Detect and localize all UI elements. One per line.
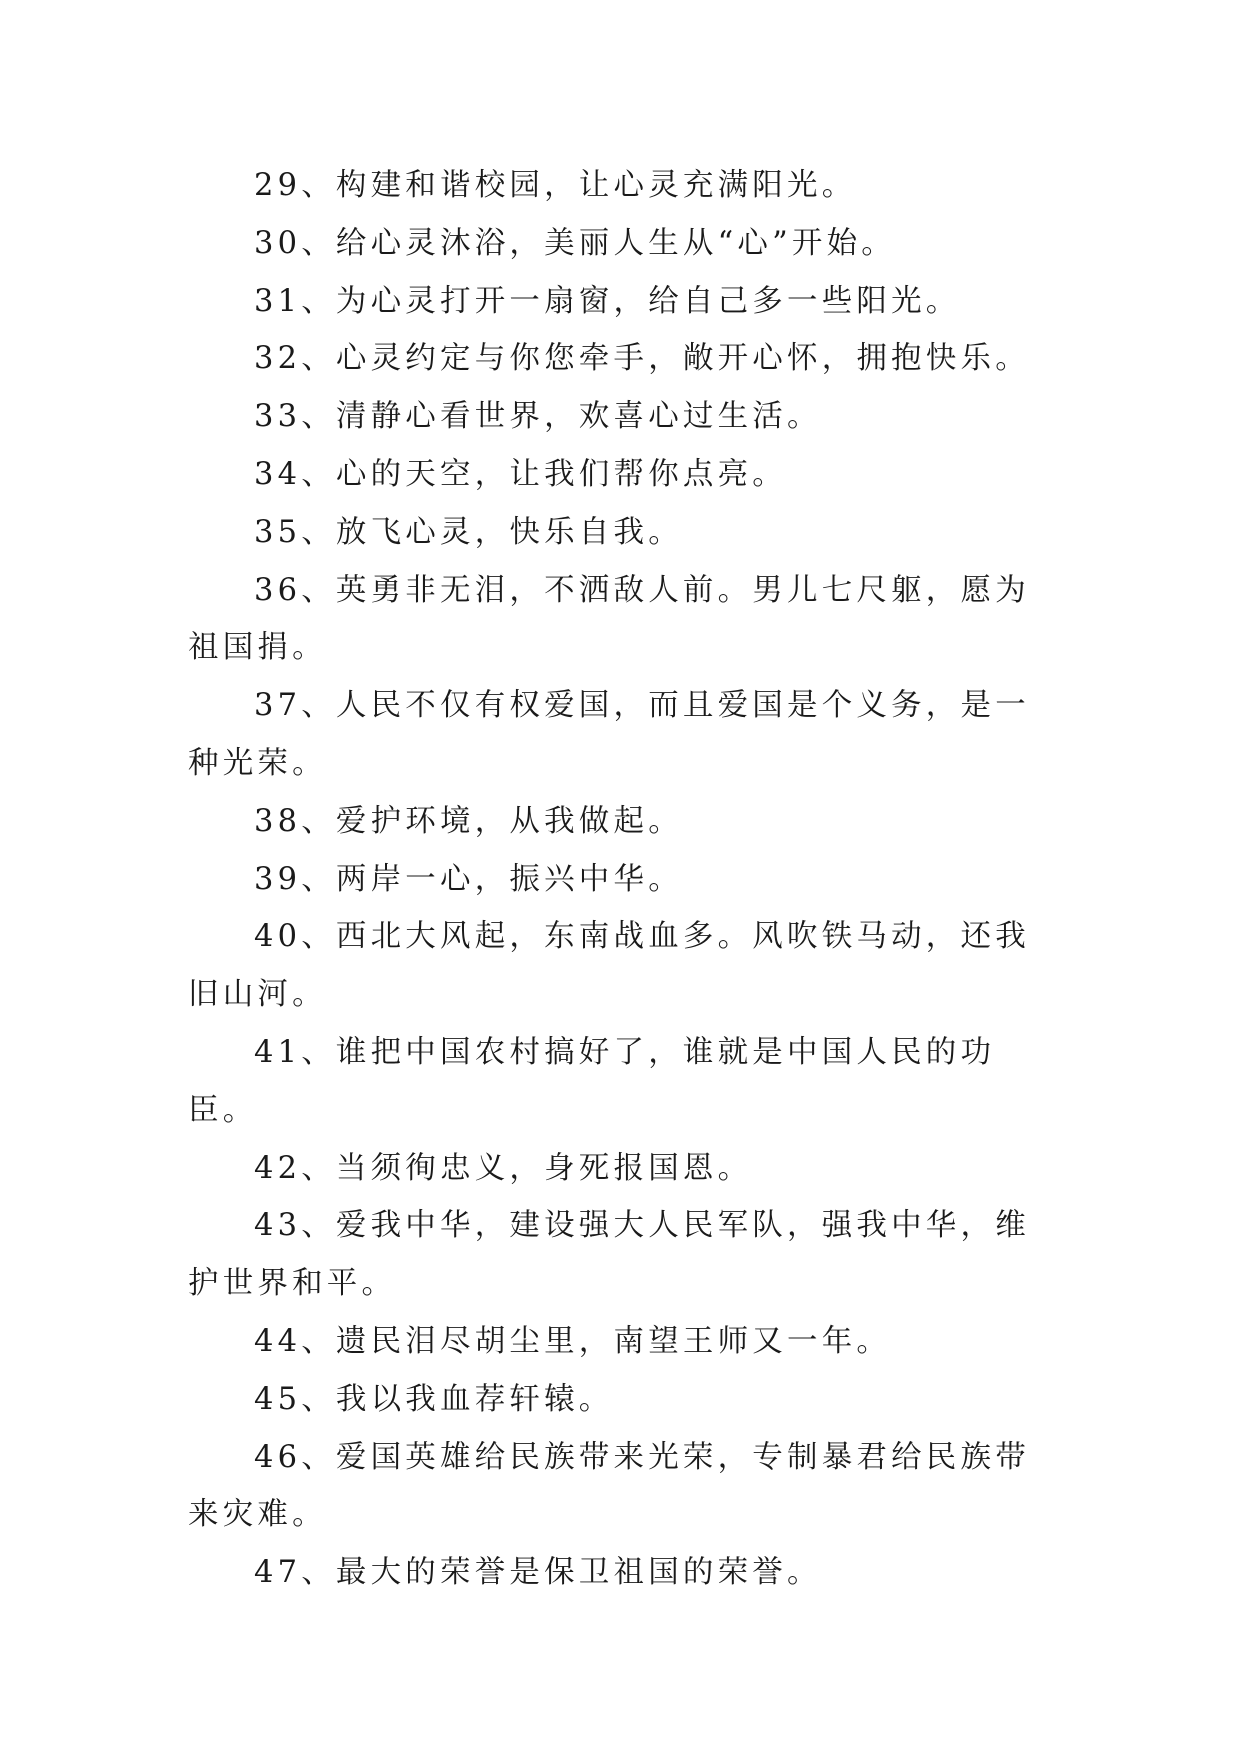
list-item: 37、人民不仅有权爱国，而且爱国是个义务，是一种光荣。 xyxy=(188,688,1030,781)
list-item: 35、放飞心灵，快乐自我。 xyxy=(254,514,683,550)
list-item: 46、爱国英雄给民族带来光荣，专制暴君给民族带来灾难。 xyxy=(188,1439,1030,1533)
list-item: 38、爱护环境，从我做起。 xyxy=(254,803,683,839)
list-item: 33、清静心看世界，欢喜心过生活。 xyxy=(254,399,822,435)
list-item: 34、心的天空，让我们帮你点亮。 xyxy=(254,456,788,492)
list-item: 40、西北大风起，东南战血多。风吹铁马动，还我旧山河。 xyxy=(188,919,1030,1013)
list-item: 47、最大的荣誉是保卫祖国的荣誉。 xyxy=(254,1555,822,1591)
list-item: 44、遗民泪尽胡尘里，南望王师又一年。 xyxy=(254,1323,892,1359)
list-item: 32、心灵约定与你您牵手，敞开心怀，拥抱快乐。 xyxy=(254,341,1030,377)
list-item: 29、构建和谐校园，让心灵充满阳光。 xyxy=(254,168,857,203)
list-item: 41、谁把中国农村搞好了，谁就是中国人民的功臣。 xyxy=(188,1034,996,1128)
list-item: 42、当须徇忠义，身死报国恩。 xyxy=(254,1150,753,1186)
list-item: 30、给心灵沐浴，美丽人生从“心”开始。 xyxy=(254,225,896,261)
list-item: 39、两岸一心，振兴中华。 xyxy=(254,861,683,897)
list-item: 36、英勇非无泪，不洒敌人前。男儿七尺躯，愿为祖国捐。 xyxy=(188,572,1030,666)
list-item: 43、爱我中华，建设强大人民军队，强我中华，维护世界和平。 xyxy=(188,1208,1030,1302)
list-item: 31、为心灵打开一扇窗，给自己多一些阳光。 xyxy=(254,283,961,319)
list-item: 45、我以我血荐轩辕。 xyxy=(254,1381,614,1417)
slogan-list xyxy=(188,157,1054,1602)
